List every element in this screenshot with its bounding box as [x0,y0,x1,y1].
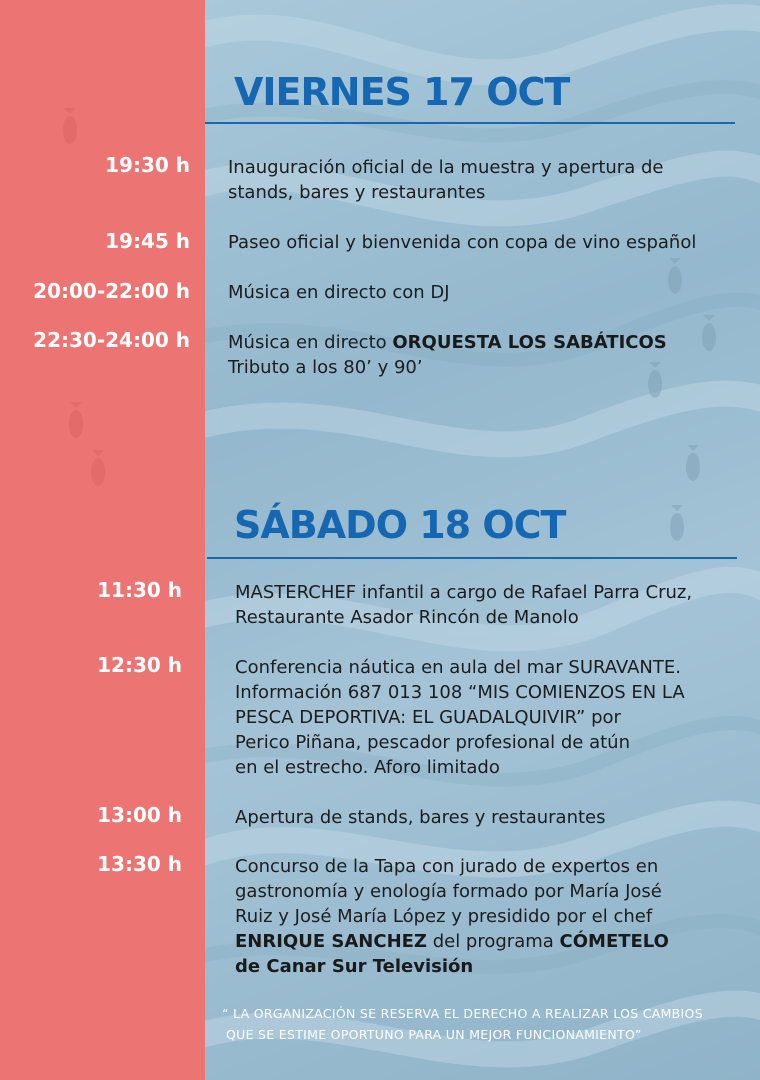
description-line: Ruiz y José María López y presidido por el chef [235,906,653,927]
event-description [228,280,450,305]
event-description [228,230,696,255]
description-line: Restaurante Asador Rincón de Manolo [235,607,579,628]
fish-icon [681,445,705,485]
highlight-name: ENRIQUE SANCHEZ [235,931,427,952]
description-line: Información 687 013 108 “MIS COMIENZOS EN LA [235,682,685,703]
description-line: Concurso de la Tapa con jurado de expertos en [235,856,659,877]
friday-divider [205,122,735,124]
event-description [235,655,685,780]
event-time: 12:30 h [97,653,182,677]
friday-title: VIERNES 17 OCT [234,70,570,114]
description-line: Paseo oficial y bienvenida con copa de vino español [228,232,697,253]
fish-icon [697,315,721,355]
event-time: 22:30-24:00 h [33,328,190,352]
event-time: 13:30 h [97,852,182,876]
event-description [228,155,663,205]
fish-icon [64,402,88,442]
fish-icon [663,258,687,298]
description-text: del programa [426,931,560,952]
description-line [235,954,669,979]
fish-icon [58,108,82,148]
description-line: Música en directo con DJ [228,282,450,303]
disclaimer-line: QUE SE ESTIME OPORTUNO PARA UN MEJOR FUNCIONAMIENTO” [226,1027,642,1042]
description-line: MASTERCHEF infantil a cargo de Rafael Parra Cruz, [235,582,693,603]
event-description [235,580,692,630]
event-time: 11:30 h [97,578,182,602]
description-line [235,929,669,954]
organization-disclaimer [222,1003,752,1045]
disclaimer-line: “ LA ORGANIZACIÓN SE RESERVA EL DERECHO A REALIZAR LOS CAMBIOS [222,1006,703,1021]
fish-icon [665,505,689,545]
description-line [228,330,667,355]
highlight-channel: de Canar Sur Televisión [235,956,474,977]
highlight-name: ORQUESTA LOS SABÁTICOS [392,332,667,353]
saturday-divider [207,557,737,559]
description-line: Conferencia náutica en aula del mar SURAVANTE. [235,657,681,678]
event-time: 19:45 h [105,229,190,253]
description-line: gastronomía y enología formado por María José [235,881,662,902]
saturday-title: SÁBADO 18 OCT [234,503,566,547]
description-line: Apertura de stands, bares y restaurantes [235,807,606,828]
description-line: Perico Piñana, pescador profesional de atún [235,732,630,753]
event-time: 13:00 h [97,803,182,827]
event-description [235,805,606,830]
description-line: Tributo a los 80’ y 90’ [228,357,423,378]
fish-icon [86,450,110,490]
description-line: PESCA DEPORTIVA: EL GUADALQUIVIR” por [235,707,621,728]
event-description [228,330,667,380]
description-line: en el estrecho. Aforo limitado [235,757,500,778]
description-line: Inauguración oficial de la muestra y apertura de [228,157,664,178]
description-text: Música en directo [228,332,393,353]
event-description [235,854,669,979]
event-time: 20:00-22:00 h [33,279,190,303]
highlight-program: CÓMETELO [559,931,669,952]
event-time: 19:30 h [105,153,190,177]
description-line: stands, bares y restaurantes [228,182,486,203]
